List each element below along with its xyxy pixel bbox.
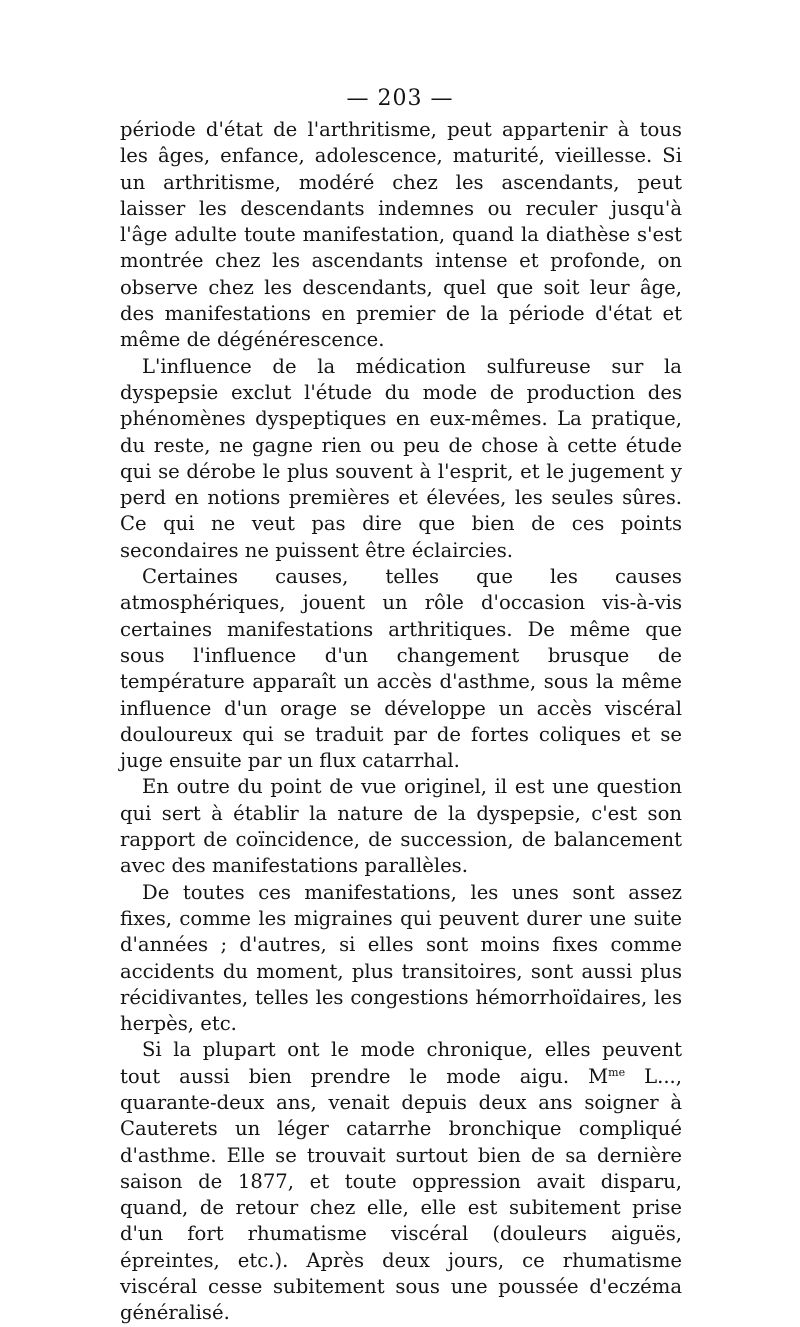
body-text (120, 117, 682, 1327)
paragraph-case-report (120, 1037, 682, 1326)
paragraph-sulfur-medication: L'influence de la médication sulfureuse sur la dyspepsie exclut l'étude du mode de production des phénomènes dyspeptiques en eux-mêmes. La pratique, du reste, ne gagne rien ou peu de chose à cette étude qui se dérobe le plus souvent à l'esprit, et le jugement y perd en notions premières et élevées, les seules sûres. Ce qui ne veut pas dire que bien de ces points secondaires ne puissent être éclaircies. (120, 354, 682, 562)
case-text-before: Si la plupart ont le mode chronique, elles peuvent tout aussi bien prendre le mode aigu. M (120, 1038, 682, 1088)
page-number: — 203 — (346, 86, 454, 111)
paragraph-atmospheric-causes: Certaines causes, telles que les causes atmosphériques, jouent un rôle d'occasion vis-à-vis certaines manifestations arthritiques. De même que sous l'influence d'un changement brusque de température apparaît un accès d'asthme, sous la même influence d'un orage se développe un accès viscéral douloureux qui se traduit par de fortes coliques et se juge ensuite par un flux catarrhal. (120, 565, 682, 773)
paragraph-origin-question: En outre du point de vue originel, il est une question qui sert à établir la nature de la dyspepsie, c'est son rapport de coïncidence, de succession, de balancement avec des manifestations parallèles. (120, 775, 682, 878)
madame-superscript: me (608, 1065, 626, 1079)
paragraph-manifestations: De toutes ces manifestations, les unes sont assez fixes, comme les migraines qui peuvent durer une suite d'années ; d'autres, si elles sont moins fixes comme accidents du moment, plus transitoires, sont aussi plus récidivantes, telles les congestions hémorrhoïdaires, les herpès, etc. (120, 880, 682, 1036)
case-text-after: L..., quarante-deux ans, venait depuis deux ans soigner à Cauterets un léger catarrhe bronchique compliqué d'asthme. Elle se trouvait surtout bien de sa dernière saison de 1877, et toute oppression avait disparu, quand, de retour chez elle, elle est subitement prise d'un fort rhumatisme viscéral (douleurs aiguës, épreintes, etc.). Après deux jours, ce rhumatisme viscéral cesse subitement sous une poussée d'eczéma généralisé. (120, 1064, 682, 1325)
paragraph-continuation: période d'état de l'arthritisme, peut appartenir à tous les âges, enfance, adolescence, maturité, vieillesse. Si un arthritisme, modéré chez les ascendants, peut laisser les descendants indemnes ou reculer jusqu'à l'âge adulte toute manifestation, quand la diathèse s'est montrée chez les ascendants intense et profonde, on observe chez les descendants, quel que soit leur âge, des manifestations en premier de la période d'état et même de dégénérescence. (120, 118, 682, 352)
